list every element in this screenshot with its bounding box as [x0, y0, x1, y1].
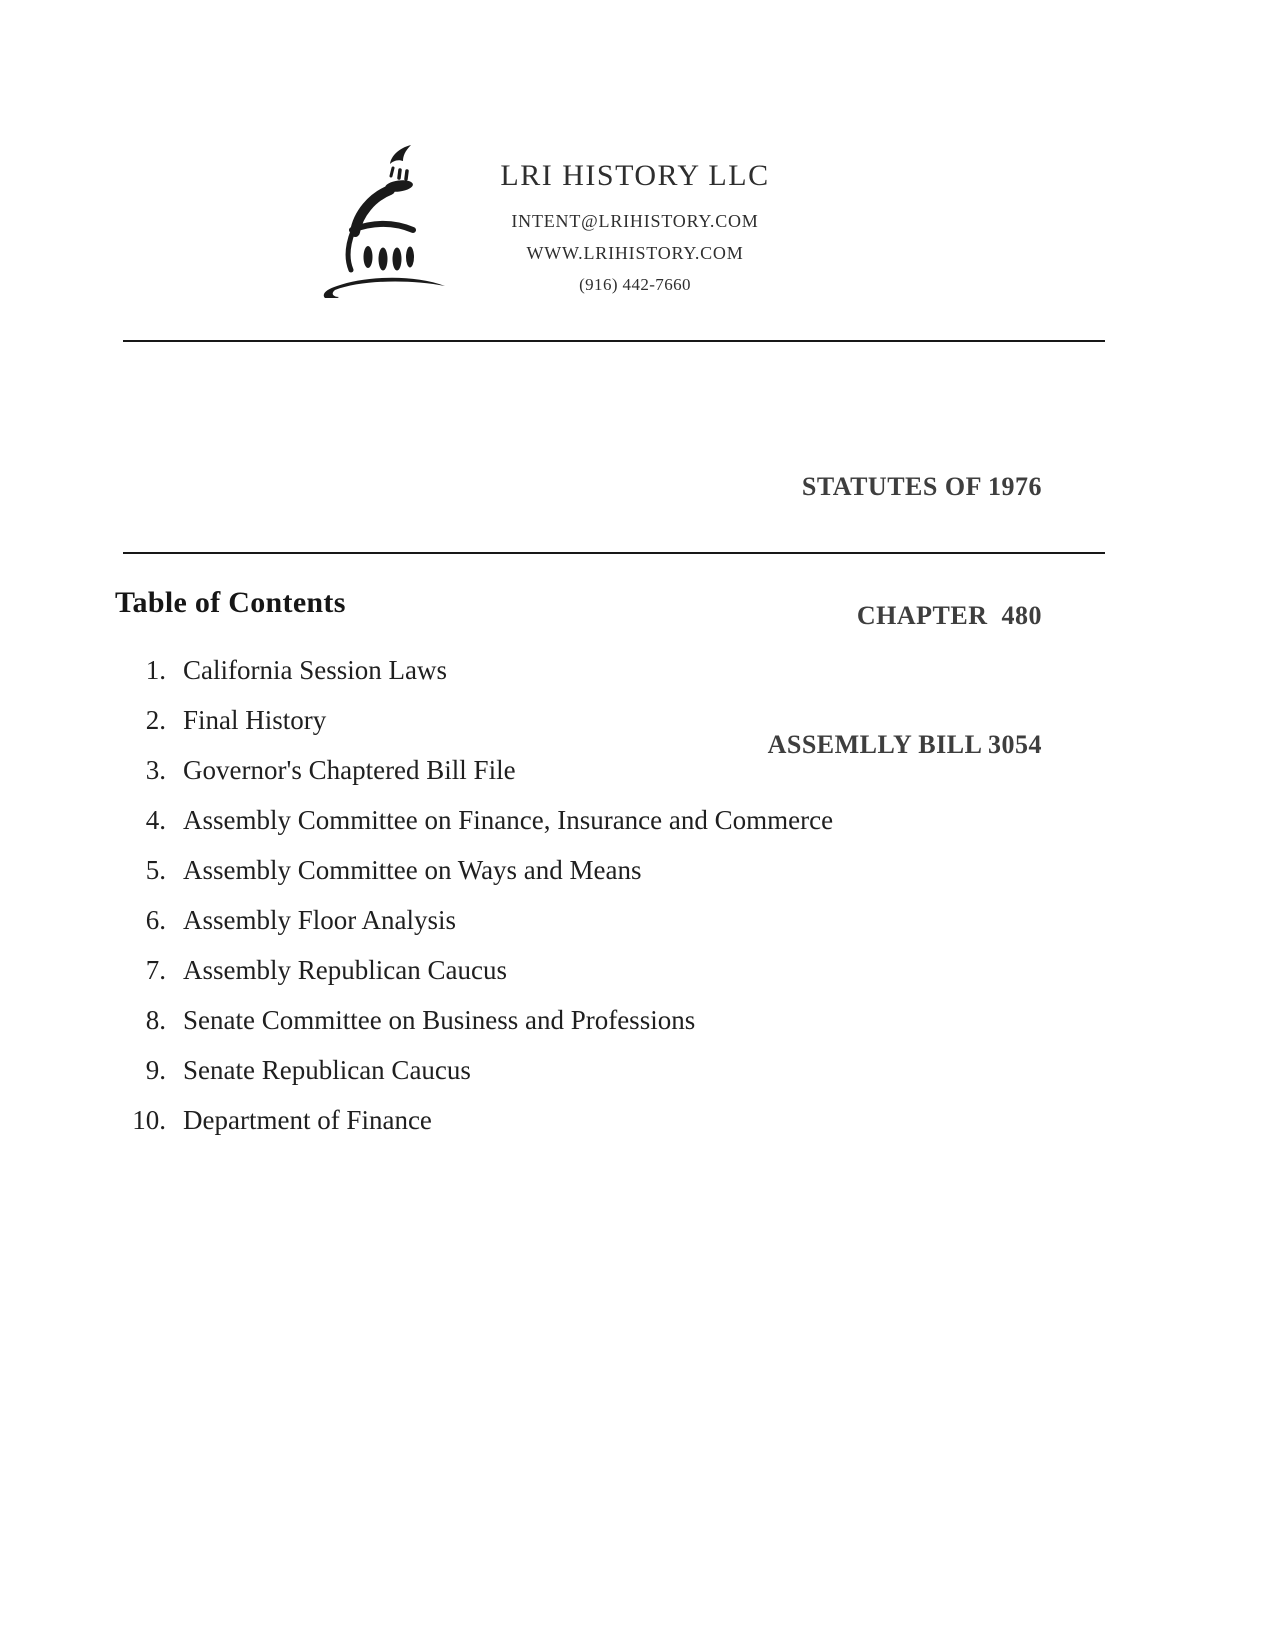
toc-item: [0, 795, 1276, 845]
toc-item: [0, 945, 1276, 995]
toc-item: [0, 695, 1276, 745]
toc-item: [0, 1095, 1276, 1145]
toc-item: [0, 745, 1276, 795]
toc-item: [0, 1045, 1276, 1095]
letterhead-text: [430, 158, 840, 296]
divider-top: [123, 340, 1105, 342]
toc-item: [0, 645, 1276, 695]
toc-item-number: 8.: [145, 1004, 166, 1035]
toc-item-label: Governor's Chaptered Bill File: [183, 754, 516, 785]
toc-item: [0, 895, 1276, 945]
toc-item-label: Department of Finance: [183, 1104, 432, 1135]
toc-item-number: 5.: [145, 854, 166, 885]
toc-item-number: 7.: [145, 954, 166, 985]
divider-bottom: [123, 552, 1105, 554]
company-email: INTENT@LRIHISTORY.COM: [511, 211, 759, 231]
toc-heading: Table of Contents: [115, 586, 346, 619]
toc-item-label: Assembly Floor Analysis: [183, 904, 457, 935]
toc-item-number: 3.: [145, 754, 166, 785]
toc-item: [0, 845, 1276, 895]
toc-item: [0, 995, 1276, 1045]
toc-item-label: Senate Committee on Business and Professions: [183, 1004, 696, 1035]
company-phone: (916) 442-7660: [579, 275, 691, 294]
capitol-dome-icon: [293, 126, 453, 298]
toc-item-label: Assembly Committee on Finance, Insurance and Commerce: [183, 804, 834, 835]
toc-list: [0, 645, 1276, 1145]
toc-item-label: California Session Laws: [183, 654, 447, 685]
company-website: WWW.LRIHISTORY.COM: [526, 243, 744, 263]
toc-item-label: Assembly Republican Caucus: [183, 954, 507, 985]
toc-item-number: 4.: [145, 804, 166, 835]
toc-item-label: Senate Republican Caucus: [183, 1054, 471, 1085]
ref-line-chapter: CHAPTER 480: [856, 601, 1042, 630]
ref-line-bill: ASSEMLLY BILL 3054: [767, 730, 1042, 759]
toc-item-label: Assembly Committee on Ways and Means: [183, 854, 642, 885]
toc-item-number: 6.: [145, 904, 166, 935]
company-name: LRI HISTORY LLC: [500, 159, 770, 192]
toc-item-label: Final History: [183, 704, 327, 735]
ref-line-statutes: STATUTES OF 1976: [801, 472, 1042, 501]
toc-item-number: 1.: [145, 654, 166, 685]
toc-item-number: 10.: [132, 1104, 166, 1135]
toc-item-number: 2.: [145, 704, 166, 735]
toc-item-number: 9.: [145, 1054, 166, 1085]
